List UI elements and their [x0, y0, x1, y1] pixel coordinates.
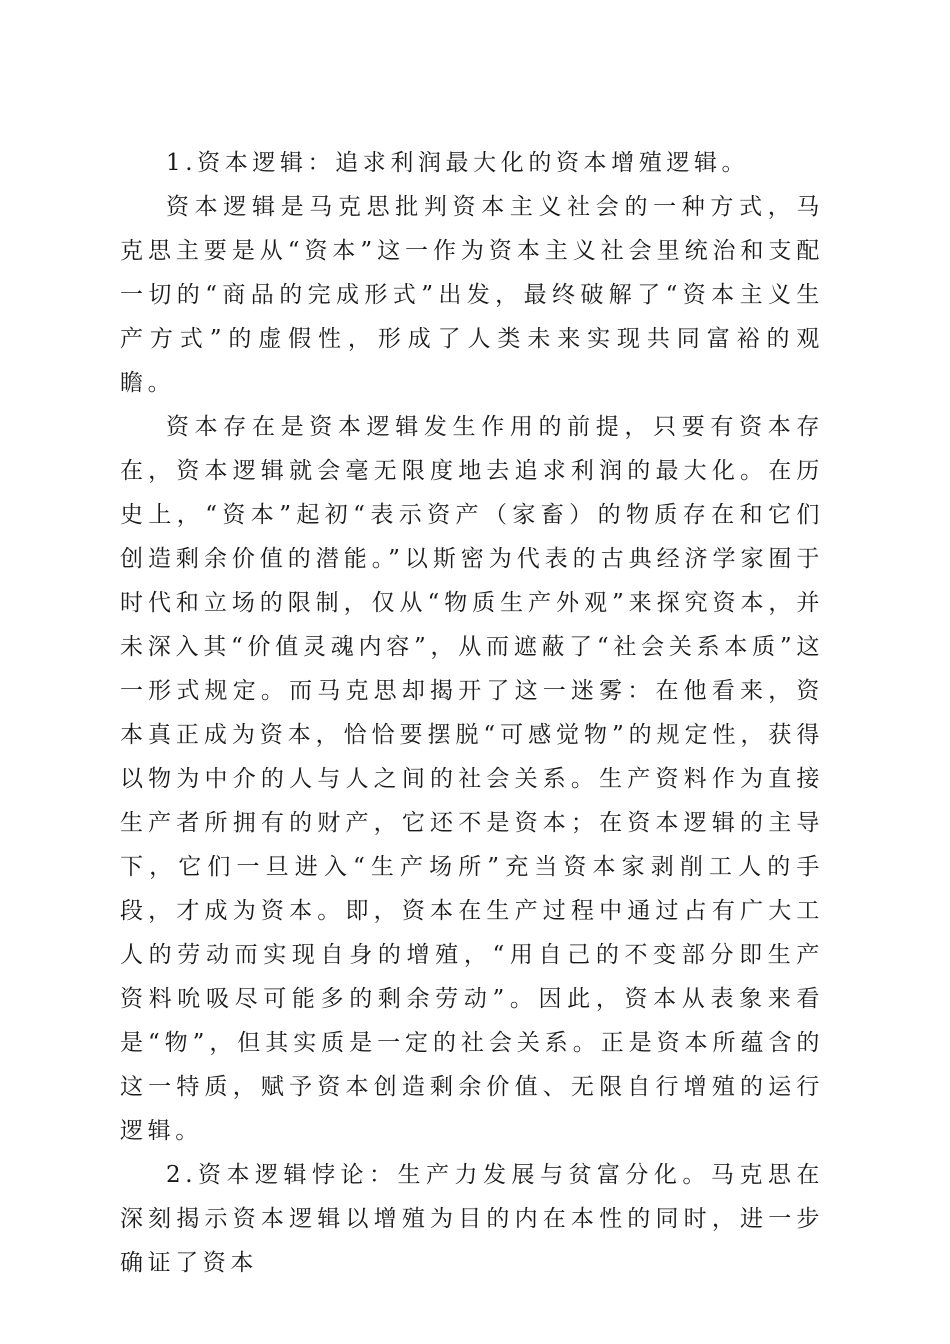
section-heading-1: 1.资本逻辑：追求利润最大化的资本增殖逻辑。 [166, 150, 750, 176]
paragraph-1: 资本逻辑是马克思批判资本主义社会的一种方式，马克思主要是从“资本”这一作为资本主义社会里统治和支配一切的“商品的完成形式”出发，最终破解了“资本主义生产方式”的虚假性，形成了人类未来实现共同富裕的观瞻。 [120, 194, 824, 396]
paragraph-3: 2.资本逻辑悖论：生产力发展与贫富分化。马克思在深刻揭示资本逻辑以增殖为目的内在本性的同时，进一步确证了资本 [120, 1162, 824, 1276]
paragraph-2: 资本存在是资本逻辑发生作用的前提，只要有资本存在，资本逻辑就会毫无限度地去追求利润的最大化。在历史上，“资本”起初“表示资产（家畜）的物质存在和它们创造剩余价值的潜能。”以斯密为代表的古典经济学家囿于时代和立场的限制，仅从“物质生产外观”来探究资本，并未深入其“价值灵魂内容”，从而遮蔽了“社会关系本质”这一形式规定。而马克思却揭开了这一迷雾：在他看来，资本真正成为资本，恰恰要摆脱“可感觉物”的规定性，获得以物为中介的人与人之间的社会关系。生产资料作为直接生产者所拥有的财产，它还不是资本；在资本逻辑的主导下，它们一旦进入“生产场所”充当资本家剥削工人的手段，才成为资本。即，资本在生产过程中通过占有广大工人的劳动而实现自身的增殖，“用自己的不变部分即生产资料吮吸尽可能多的剩余劳动”。因此，资本从表象来看是“物”，但其实质是一定的社会关系。正是资本所蕴含的这一特质，赋予资本创造剩余价值、无限自行增殖的运行逻辑。 [120, 414, 824, 1144]
document-body [120, 141, 824, 1285]
